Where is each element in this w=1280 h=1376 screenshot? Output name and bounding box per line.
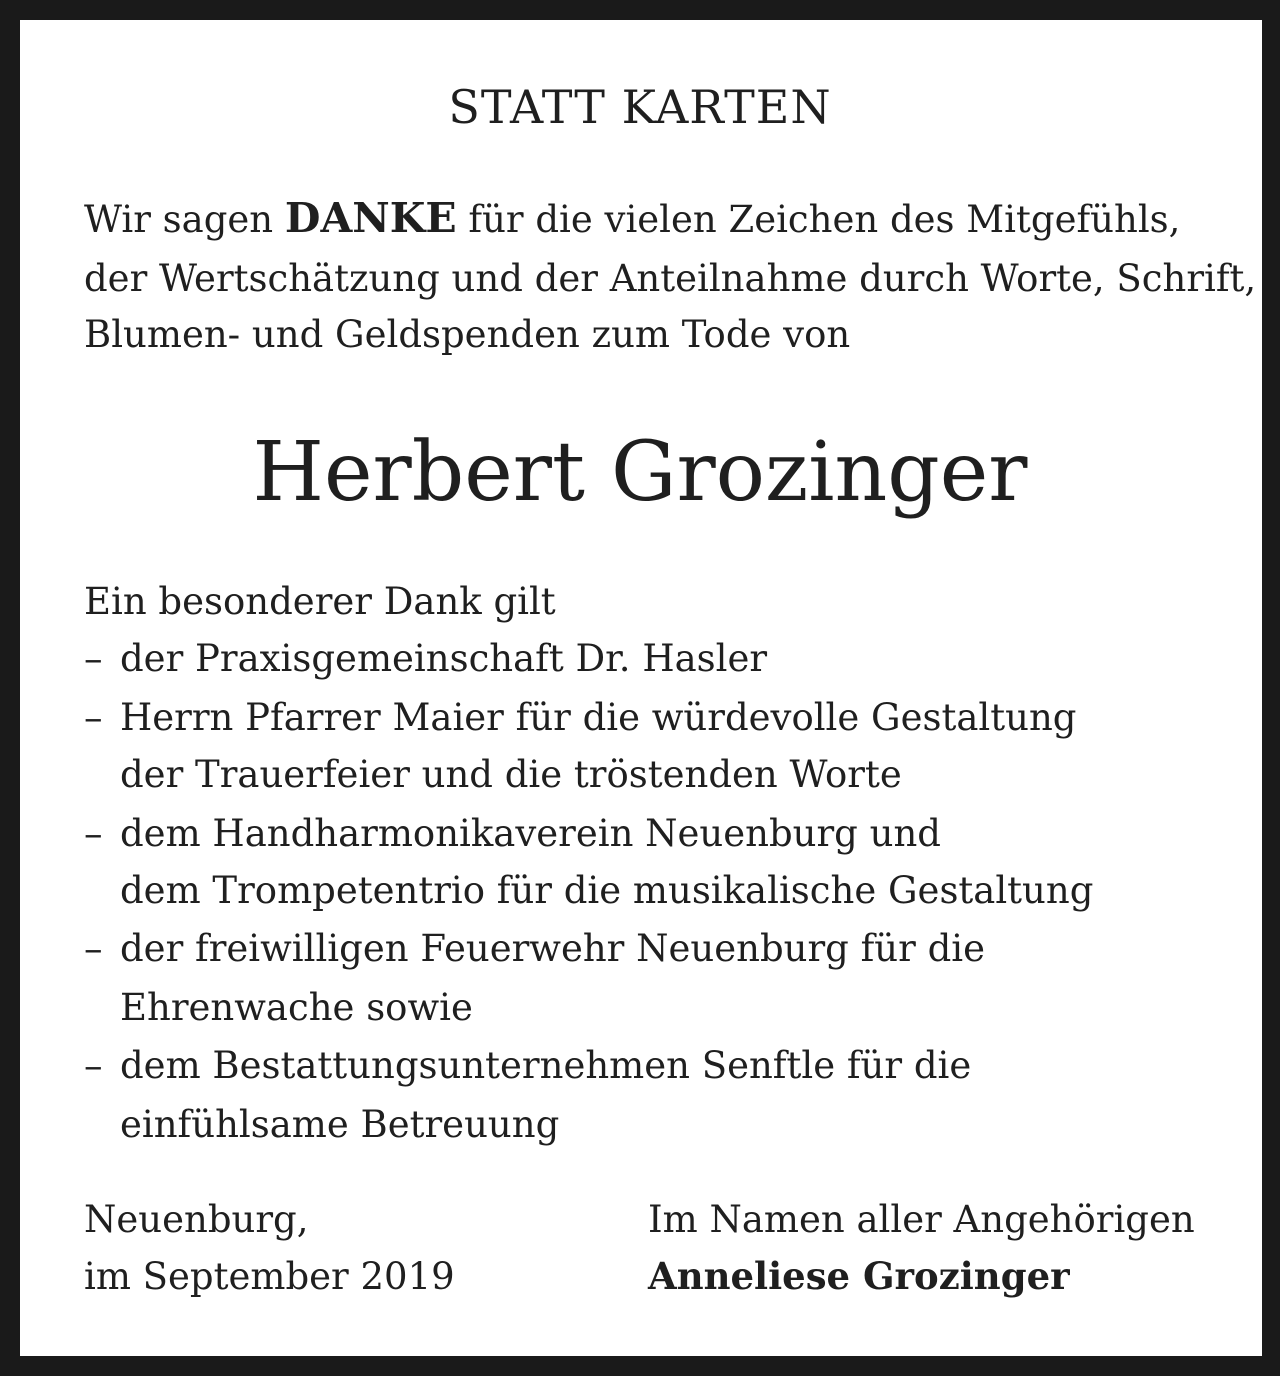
intro-text-end: für die vielen Zeichen des Mitgefühls, xyxy=(468,198,1181,241)
list-dash: – xyxy=(84,1044,103,1087)
danke-emphasis: DANKE xyxy=(284,194,457,242)
date: im September 2019 xyxy=(84,1255,455,1298)
thanks-item-line: dem Handharmonikaverein Neuenburg und xyxy=(120,812,941,855)
thanks-item-line: der Praxisgemeinschaft Dr. Hasler xyxy=(120,637,768,680)
thanks-item-line: dem Bestattungsunternehmen Senftle für die xyxy=(120,1044,972,1087)
intro-line-1 xyxy=(84,194,1181,242)
thanks-item-line: einfühlsame Betreuung xyxy=(120,1103,560,1146)
intro-text-start: Wir sagen xyxy=(84,198,274,241)
notice-header: STATT KARTEN xyxy=(448,80,832,134)
list-dash: – xyxy=(84,637,103,680)
list-dash: – xyxy=(84,927,103,970)
deceased-name: Herbert Grozinger xyxy=(252,425,1028,520)
thanks-item-line: der Trauerfeier und die tröstenden Worte xyxy=(120,753,902,796)
intro-line-2: der Wertschätzung und der Anteilnahme durch Worte, Schrift, xyxy=(84,257,1257,300)
place: Neuenburg, xyxy=(84,1198,309,1241)
thanks-item-line: dem Trompetentrio für die musikalische Gestaltung xyxy=(120,869,1094,912)
on-behalf-line: Im Namen aller Angehörigen xyxy=(648,1198,1195,1241)
thanks-item-line: der freiwilligen Feuerwehr Neuenburg für die xyxy=(120,927,985,970)
list-dash: – xyxy=(84,696,103,739)
thanks-item-line: Ehrenwache sowie xyxy=(120,986,473,1029)
thanks-item-line: Herrn Pfarrer Maier für die würdevolle Gestaltung xyxy=(120,696,1077,739)
signatory-name: Anneliese Grozinger xyxy=(648,1254,1070,1298)
intro-line-3: Blumen- und Geldspenden zum Tode von xyxy=(84,313,851,356)
list-dash: – xyxy=(84,812,103,855)
thanks-intro: Ein besonderer Dank gilt xyxy=(84,580,556,623)
